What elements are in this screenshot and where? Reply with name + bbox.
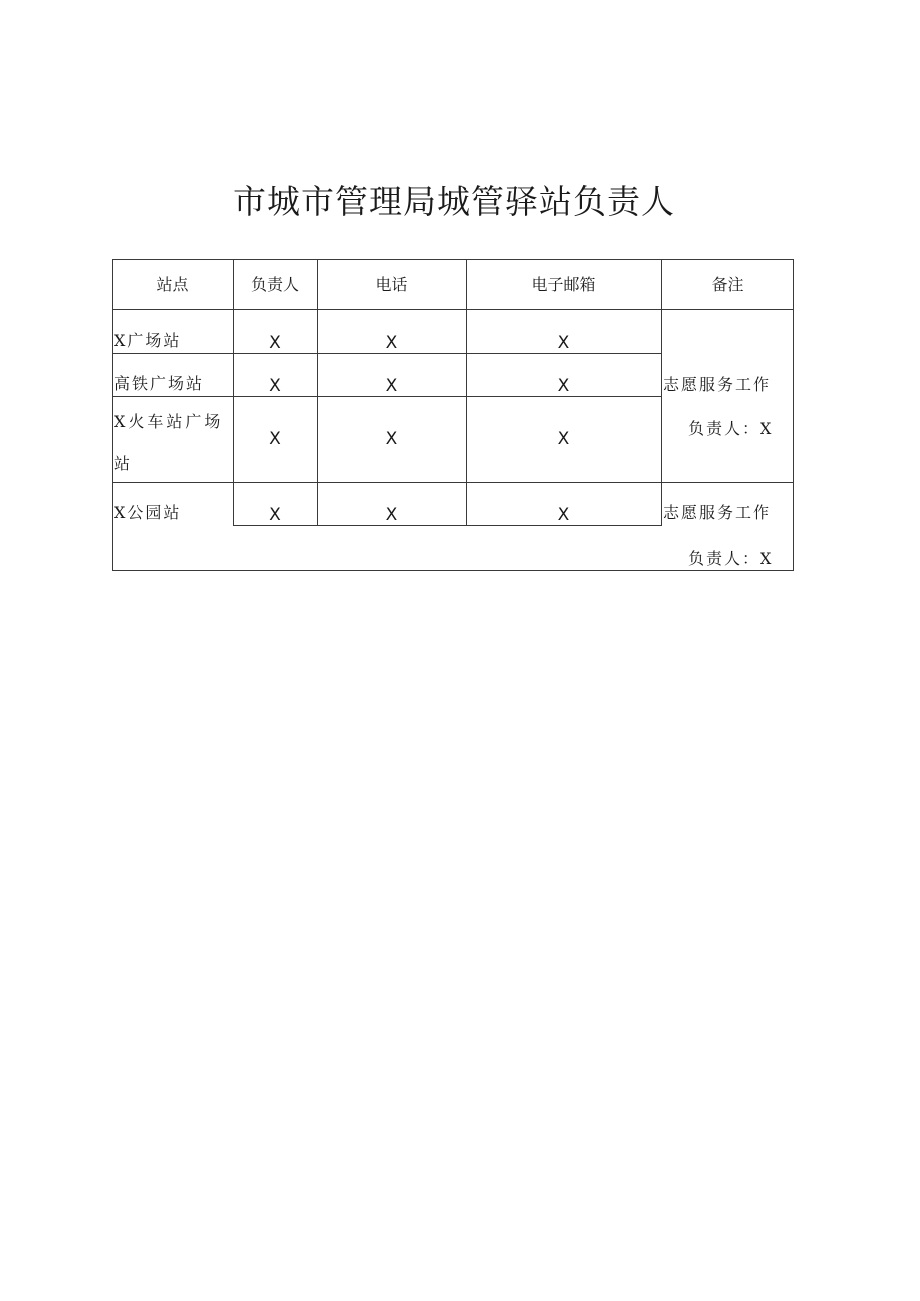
header-site: 站点 (156, 275, 189, 294)
header-person: 负责人 (250, 275, 299, 294)
table-row-4-phone: X (385, 505, 398, 525)
remark-2-line2: 负责人：X (688, 549, 774, 568)
table-row-2-email: X (557, 376, 570, 396)
table-row-3-phone: X (385, 429, 398, 449)
table-row-2-person: X (269, 376, 281, 396)
table-border-bottom (112, 570, 794, 571)
table-border-top (112, 259, 794, 260)
remark-2-line1: 志愿服务工作 (663, 503, 772, 522)
responsible-persons-table (112, 259, 794, 571)
table-row-1-person: X (269, 333, 281, 353)
table-row-1-site: X广场站 (114, 331, 182, 350)
table-row-2-phone: X (385, 376, 398, 396)
remark-1-line1: 志愿服务工作 (663, 375, 772, 394)
table-row-1-email: X (557, 333, 570, 353)
table-row-3-person: X (269, 429, 281, 449)
table-border-left (112, 259, 113, 571)
header-email: 电子邮箱 (531, 275, 596, 294)
col-divider-4 (661, 259, 662, 525)
table-border-right (793, 259, 794, 571)
table-row-4-person: X (269, 505, 281, 525)
table-row-3-email: X (557, 429, 570, 449)
table-row-2-site: 高铁广场站 (114, 374, 205, 393)
header-phone: 电话 (375, 275, 408, 294)
document-title: 市城市管理局城管驿站负责人 (233, 182, 675, 221)
table-row-3-site: X火车站广场站 (114, 412, 224, 473)
table-row-4-site: X公园站 (114, 503, 182, 522)
remark-1-line2: 负责人：X (688, 419, 774, 438)
table-row-4-email: X (557, 505, 570, 525)
row-divider-1 (112, 353, 662, 354)
header-remark: 备注 (711, 275, 744, 294)
table-row-1-phone: X (385, 333, 398, 353)
row-divider-4 (233, 525, 662, 526)
header-divider (112, 309, 794, 310)
row-divider-2 (112, 396, 662, 397)
